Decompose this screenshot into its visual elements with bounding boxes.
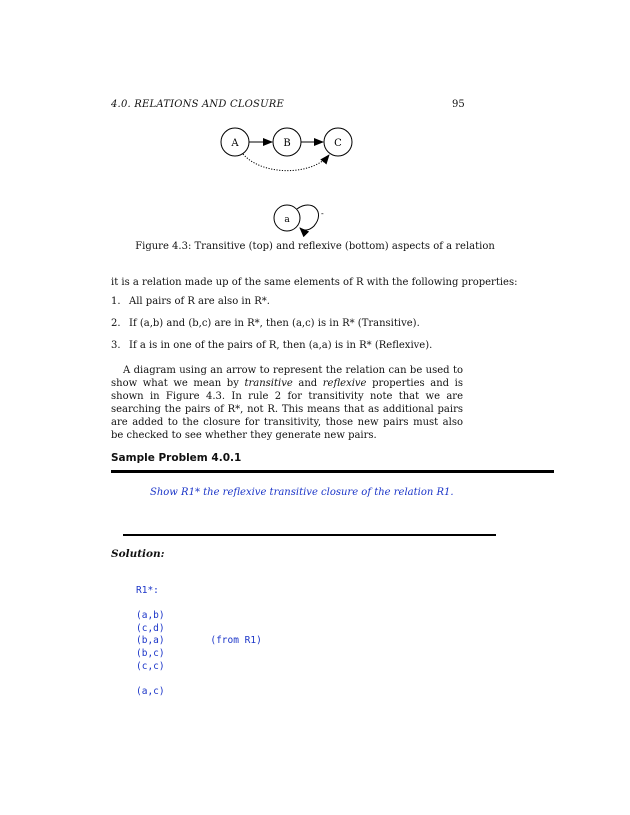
- code-line: (b,a) (from R1): [136, 635, 262, 647]
- paragraph-text-1: A diagram using an arrow to represent the relation can be used to show what we mean by: [111, 365, 463, 389]
- sample-problem-title: Sample Problem 4.0.1: [111, 452, 242, 464]
- node-C: [324, 128, 352, 156]
- list-item: [111, 296, 432, 318]
- solution-code-block: [136, 585, 262, 698]
- list-item: [111, 318, 432, 340]
- code-line: (b,c): [136, 647, 165, 659]
- section-rule-thin: [123, 534, 496, 536]
- code-line: [136, 673, 262, 686]
- properties-list: [111, 296, 432, 362]
- page-number: 95: [452, 99, 465, 110]
- section-rule-thick: [111, 470, 554, 473]
- code-line: (a,c): [136, 685, 165, 697]
- edge-A-C-transitive: [243, 154, 329, 171]
- node-A: [221, 128, 249, 156]
- list-item-text: If a is in one of the pairs of R, then (a,a) is in R* (Reflexive).: [129, 340, 433, 351]
- term-transitive: transitive: [244, 378, 293, 389]
- node-A-label: A: [231, 138, 239, 149]
- list-item-text: All pairs of R are also in R*.: [129, 296, 270, 307]
- explanation-paragraph: [111, 364, 463, 442]
- paragraph-text-3: properties and is shown in Figure 4.3. In rule 2 for transitivity note that we are searching the pairs of R*, not R. This means that as additional pairs are added to the closure for transitivity, those new pairs must also be checked to see whether they generate new pairs.: [111, 378, 463, 441]
- code-line: [136, 598, 262, 611]
- node-a-label: a: [284, 215, 290, 225]
- running-header-title: 4.0. RELATIONS AND CLOSURE: [111, 99, 284, 110]
- code-line: R1*:: [136, 585, 159, 596]
- list-item: [111, 340, 432, 362]
- solution-label: Solution:: [111, 548, 165, 560]
- code-line: (c,c): [136, 660, 165, 672]
- intro-text: it is a relation made up of the same elements of R with the following properties:: [111, 277, 518, 288]
- code-line: (c,d): [136, 622, 165, 634]
- self-loop-label: -: [321, 209, 324, 218]
- problem-statement: Show R1* the reflexive transitive closure of the relation R1.: [150, 487, 454, 498]
- node-B-label: B: [283, 138, 291, 149]
- term-reflexive: reflexive: [322, 378, 367, 389]
- list-item-number: 1.: [111, 296, 121, 307]
- paragraph-text-2: and: [292, 378, 323, 389]
- list-item-number: 2.: [111, 318, 121, 329]
- node-C-label: C: [334, 138, 342, 149]
- list-item-text: If (a,b) and (b,c) are in R*, then (a,c) is in R* (Transitive).: [129, 318, 420, 329]
- node-B: [273, 128, 301, 156]
- list-item-number: 3.: [111, 340, 121, 351]
- node-a: [274, 205, 300, 231]
- figure-4-3: [0, 0, 630, 260]
- figure-caption: Figure 4.3: Transitive (top) and reflexive (bottom) aspects of a relation: [135, 241, 495, 252]
- code-line: (a,b): [136, 610, 165, 622]
